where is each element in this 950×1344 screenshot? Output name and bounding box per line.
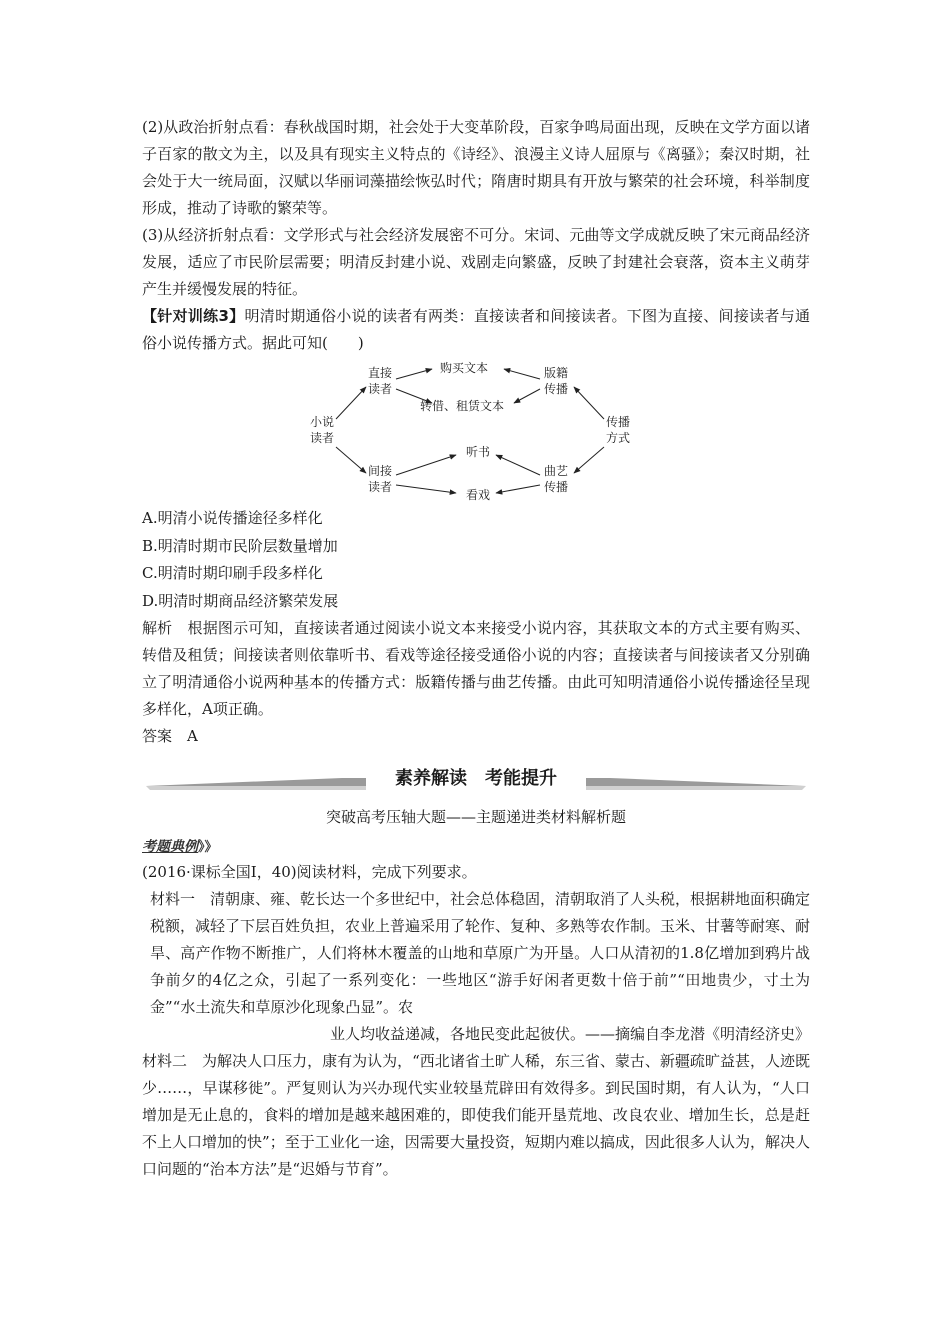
material-one-citation: 业人均收益递减，各地民变此起彼伏。——摘编自李龙潜《明清经济史》: [329, 1025, 810, 1043]
arrow-readers-indirect: [336, 447, 366, 473]
transmission-diagram: [308, 361, 638, 501]
node-buy: 购买文本: [440, 361, 489, 375]
node-direct-line2: 读者: [368, 382, 393, 396]
exercise-tag: 【针对训练3】: [142, 307, 245, 325]
option-a: A.明清小说传播途径多样化: [142, 509, 323, 527]
arrow-readers-direct: [336, 387, 366, 419]
node-readers-line2: 读者: [310, 431, 335, 445]
example-tag: [142, 836, 810, 859]
node-direct-line1: 直接: [368, 366, 393, 380]
banner-right-chevron-icon: «: [790, 773, 797, 786]
arrow-direct-buy: [396, 369, 432, 379]
double-chevron-icon: 》》: [198, 840, 218, 855]
analysis-text: 解析 根据图示可知，直接读者通过阅读小说文本来接受小说内容，其获取文本的方式主要有购买、转借及租赁；间接读者则依靠听书、看戏等途径接受通俗小说的内容；直接读者与间接读者又分别确立了明清通俗小说两种基本的传播方式：版籍传播与曲艺传播。由此可知明清通俗小说传播途径呈现多样化，A项正确。: [142, 619, 810, 718]
node-listen: 听书: [466, 445, 491, 459]
node-indirect-line2: 读者: [368, 480, 393, 494]
arrow-print-borrow: [514, 389, 540, 403]
option-b: B.明清时期市民阶层数量增加: [142, 536, 338, 555]
node-borrow: 转借、租赁文本: [420, 399, 505, 413]
node-watch: 看戏: [466, 488, 491, 501]
exercise-question: 明清时期通俗小说的读者有两类：直接读者和间接读者。下图为直接、间接读者与通俗小说传播方式。据此可知( ): [142, 307, 810, 352]
node-print-line1: 版籍: [544, 366, 569, 380]
arrow-print-buy: [504, 369, 540, 379]
economic-analysis: (3)从经济折射点看：文学形式与社会经济发展密不可分。宋词、元曲等文学成就反映了宋元商品经济发展，适应了市民阶层需要；明清反封建小说、戏剧走向繁盛，反映了封建社会衰落，资本主义萌芽产生并缓慢发展的特征。: [142, 226, 810, 298]
option-d: D.明清时期商品经济繁荣发展: [142, 591, 339, 610]
section-banner: [142, 764, 810, 798]
question-source: (2016·课标全国Ⅰ，40)阅读材料，完成下列要求。: [142, 863, 477, 881]
document-page: [142, 114, 810, 1183]
node-quyi-line1: 曲艺: [544, 464, 569, 478]
node-indirect-line1: 间接: [368, 464, 393, 478]
node-mode-line2: 方式: [606, 431, 631, 445]
example-tag-label: 考题典例: [142, 839, 198, 855]
node-print-line2: 传播: [544, 382, 569, 396]
arrow-quyi-listen: [496, 455, 540, 475]
section-title: 素养解读 考能提升: [395, 768, 557, 789]
arrow-quyi-watch: [496, 485, 540, 493]
answer-text: 答案 A: [142, 727, 198, 745]
material-two: 材料二 为解决人口压力，康有为认为，“西北诸省土旷人稀，东三省、蒙古、新疆疏旷益甚，人迹既少……，早谋移徙”。严复则认为兴办现代实业较垦荒辟田有效得多。到民国时期，有人认为，“人口增加是无止息的，食料的增加是越来越困难的，即使我们能开垦荒地、改良农业、增加生长，总是赶不上人口增加的快”；至于工业化一途，因需要大量投资，短期内难以搞成，因此很多人认为，解决人口问题的“治本方法”是“迟婚与节育”。: [142, 1052, 810, 1178]
node-mode-line1: 传播: [606, 415, 631, 429]
exercise-stem: [142, 303, 810, 357]
material-one: 材料一 清朝康、雍、乾长达一个多世纪中，社会总体稳固，清朝取消了人头税，根据耕地面积确定税额，减轻了下层百姓负担，农业上普遍采用了轮作、复种、多熟等农作制。玉米、甘薯等耐寒、耐旱、高产作物不断推广，人们将林木覆盖的山地和草原广为开垦。人口从清初的1.8亿增加到鸦片战争前夕的4亿之众，引起了一系列变化：一些地区“游手好闲者更数十倍于前”“田地贵少，寸土为金”“水土流失和草原沙化现象凸显”。农: [150, 890, 811, 1016]
political-analysis: (2)从政治折射点看：春秋战国时期，社会处于大变革阶段，百家争鸣局面出现，反映在文学方面以诸子百家的散文为主，以及具有现实主义特点的《诗经》、浪漫主义诗人屈原与《离骚》；秦汉时期，社会处于大一统局面，汉赋以华丽词藻描绘恢弘时代；隋唐时期具有开放与繁荣的社会环境，科举制度形成，推动了诗歌的繁荣等。: [142, 118, 810, 217]
arrow-mode-print: [574, 387, 604, 419]
banner-left-chevron-icon: »: [154, 773, 161, 786]
node-readers-line1: 小说: [310, 415, 335, 429]
option-c: C.明清时期印刷手段多样化: [142, 564, 323, 582]
arrow-indirect-listen: [396, 455, 456, 475]
arrow-mode-quyi: [574, 447, 604, 473]
arrow-indirect-watch: [396, 485, 456, 493]
node-quyi-line2: 传播: [544, 480, 569, 494]
section-subtitle: 突破高考压轴大题——主题递进类材料解析题: [325, 808, 626, 826]
